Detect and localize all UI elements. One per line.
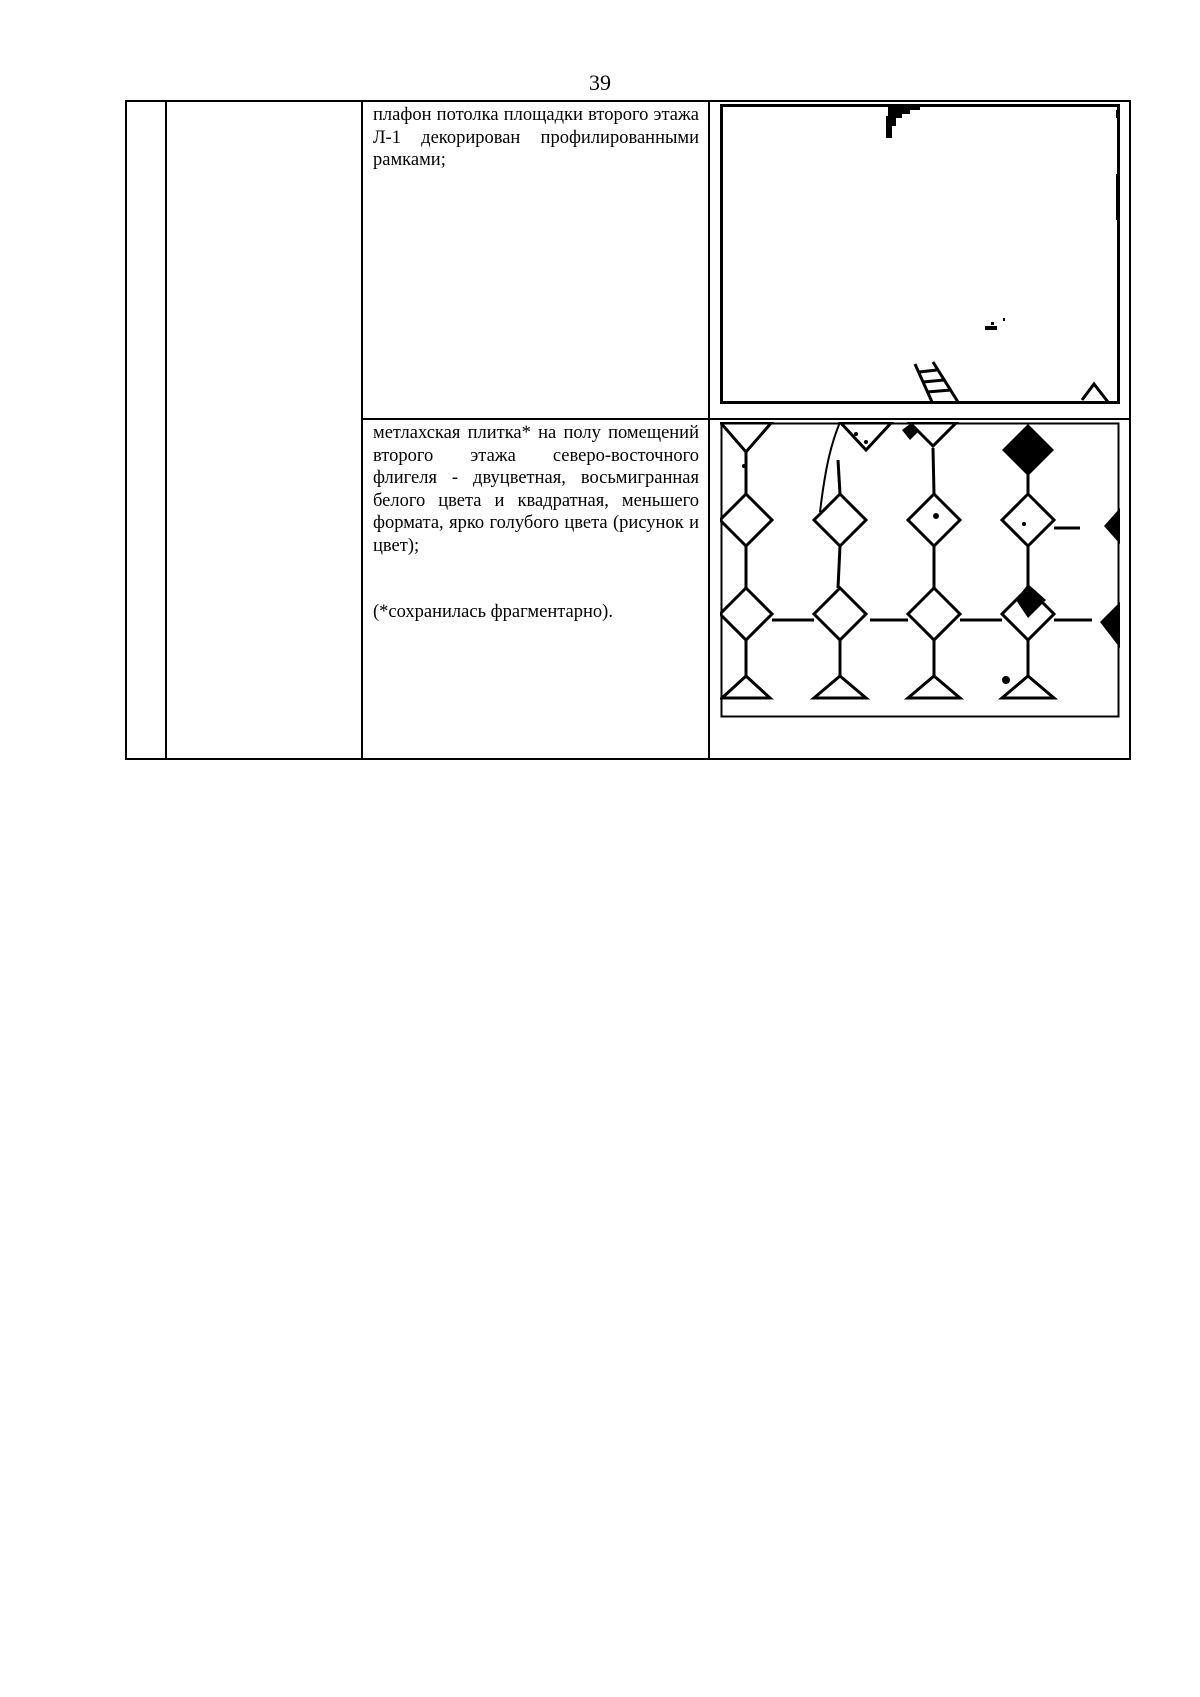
description-cell [362,419,709,759]
photo-cell [709,101,1130,419]
row-description: метлахская плитка* на полу помещений второго этажа северо-восточного флигеля - двуцветная, восьмигранная белого цвета и квадратная, меньшего формата, ярко голубого цвета (рисунок и цвет); [373,423,699,556]
description-cell [362,101,709,419]
table-row [126,101,1130,419]
ceiling-plafond-photo [720,104,1121,404]
metlakh-tile-floor-photo [720,422,1121,718]
element-name-cell [166,101,362,759]
number-cell [126,101,166,759]
row-description: плафон потолка площадки второго этажа Л-1 декорирован профилированными рамками; [373,105,699,170]
row-note: (*сохранилась фрагментарно). [373,602,613,622]
subject-of-protection-table [125,100,1131,760]
photo-cell [709,419,1130,759]
page-number: 39 [589,70,611,95]
